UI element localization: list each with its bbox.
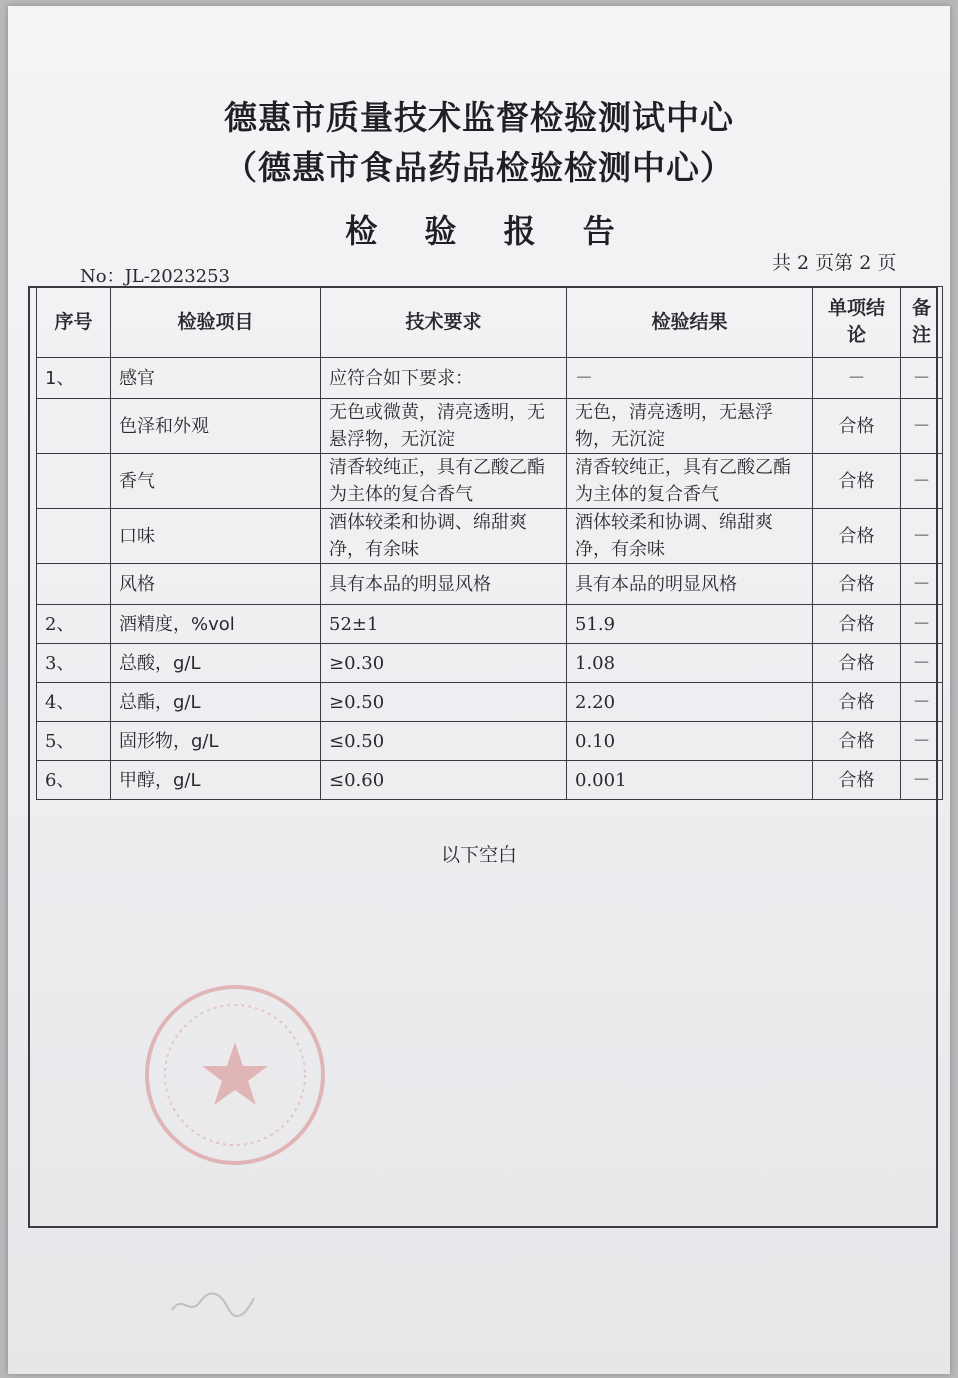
page-indicator: 共 2 页第 2 页 (772, 252, 897, 274)
table-row (37, 644, 943, 683)
cell-conclusion: 合格 (813, 722, 901, 761)
cell-remark: － (901, 509, 943, 564)
table-row (37, 358, 943, 399)
cell-item: 香气 (111, 454, 321, 509)
official-seal (140, 980, 330, 1170)
col-header-result: 检验结果 (567, 287, 813, 358)
blank-below-note: 以下空白 (440, 844, 517, 866)
cell-result: 0.001 (567, 761, 813, 800)
org-name: 德惠市质量技术监督检验测试中心 (224, 98, 734, 137)
cell-conclusion: 合格 (813, 644, 901, 683)
table-row (37, 509, 943, 564)
cell-no: 5、 (37, 722, 111, 761)
cell-requirement: ≥0.30 (321, 644, 567, 683)
col-header-item: 检验项目 (111, 287, 321, 358)
cell-no (37, 564, 111, 605)
cell-item: 酒精度，%vol (111, 605, 321, 644)
cell-no: 3、 (37, 644, 111, 683)
cell-requirement: 应符合如下要求： (321, 358, 567, 399)
table-header-row (37, 287, 943, 358)
cell-item: 甲醇，g/L (111, 761, 321, 800)
cell-result: 51.9 (567, 605, 813, 644)
cell-result: 无色，清亮透明，无悬浮物，无沉淀 (567, 399, 813, 454)
cell-requirement: ≤0.60 (321, 761, 567, 800)
col-header-no: 序号 (37, 287, 111, 358)
cell-conclusion: 合格 (813, 683, 901, 722)
table-row (37, 722, 943, 761)
seal-star-icon (202, 1042, 268, 1105)
cell-no: 2、 (37, 605, 111, 644)
document-title: 检 验 报 告 (345, 212, 633, 250)
cell-requirement: 无色或微黄，清亮透明，无悬浮物，无沉淀 (321, 399, 567, 454)
cell-remark: － (901, 605, 943, 644)
cell-remark: － (901, 358, 943, 399)
cell-remark: － (901, 761, 943, 800)
cell-item: 口味 (111, 509, 321, 564)
cell-no (37, 454, 111, 509)
table-row (37, 399, 943, 454)
cell-remark: － (901, 399, 943, 454)
cell-result: 1.08 (567, 644, 813, 683)
cell-requirement: 具有本品的明显风格 (321, 564, 567, 605)
cell-remark: － (901, 454, 943, 509)
cell-item: 总酸，g/L (111, 644, 321, 683)
inspection-table (36, 286, 943, 800)
cell-remark: － (901, 644, 943, 683)
cell-conclusion: 合格 (813, 454, 901, 509)
org-alias: （德惠市食品药品检验检测中心） (224, 148, 734, 187)
cell-conclusion: 合格 (813, 509, 901, 564)
cell-result: 清香较纯正，具有乙酸乙酯为主体的复合香气 (567, 454, 813, 509)
cell-conclusion: 合格 (813, 605, 901, 644)
cell-requirement: 52±1 (321, 605, 567, 644)
cell-result: 2.20 (567, 683, 813, 722)
pencil-mark (168, 1286, 258, 1322)
cell-no: 1、 (37, 358, 111, 399)
table-row (37, 605, 943, 644)
col-header-conclusion: 单项结论 (813, 287, 901, 358)
cell-requirement: ≤0.50 (321, 722, 567, 761)
table-row (37, 454, 943, 509)
cell-result: 具有本品的明显风格 (567, 564, 813, 605)
cell-remark: － (901, 564, 943, 605)
table-row (37, 761, 943, 800)
col-header-requirement: 技术要求 (321, 287, 567, 358)
cell-no: 6、 (37, 761, 111, 800)
cell-conclusion: － (813, 358, 901, 399)
cell-no (37, 509, 111, 564)
cell-conclusion: 合格 (813, 564, 901, 605)
col-header-remark: 备注 (901, 287, 943, 358)
cell-requirement: 酒体较柔和协调、绵甜爽净，有余味 (321, 509, 567, 564)
cell-conclusion: 合格 (813, 761, 901, 800)
cell-requirement: 清香较纯正，具有乙酸乙酯为主体的复合香气 (321, 454, 567, 509)
cell-no (37, 399, 111, 454)
table-row (37, 564, 943, 605)
cell-remark: － (901, 722, 943, 761)
report-number: No：JL-2023253 (80, 266, 231, 287)
cell-item: 感官 (111, 358, 321, 399)
cell-item: 总酯，g/L (111, 683, 321, 722)
cell-conclusion: 合格 (813, 399, 901, 454)
cell-item: 风格 (111, 564, 321, 605)
cell-no: 4、 (37, 683, 111, 722)
cell-result: 0.10 (567, 722, 813, 761)
table-row (37, 683, 943, 722)
cell-result: 酒体较柔和协调、绵甜爽净，有余味 (567, 509, 813, 564)
cell-result: － (567, 358, 813, 399)
cell-item: 色泽和外观 (111, 399, 321, 454)
cell-requirement: ≥0.50 (321, 683, 567, 722)
cell-remark: － (901, 683, 943, 722)
cell-item: 固形物，g/L (111, 722, 321, 761)
